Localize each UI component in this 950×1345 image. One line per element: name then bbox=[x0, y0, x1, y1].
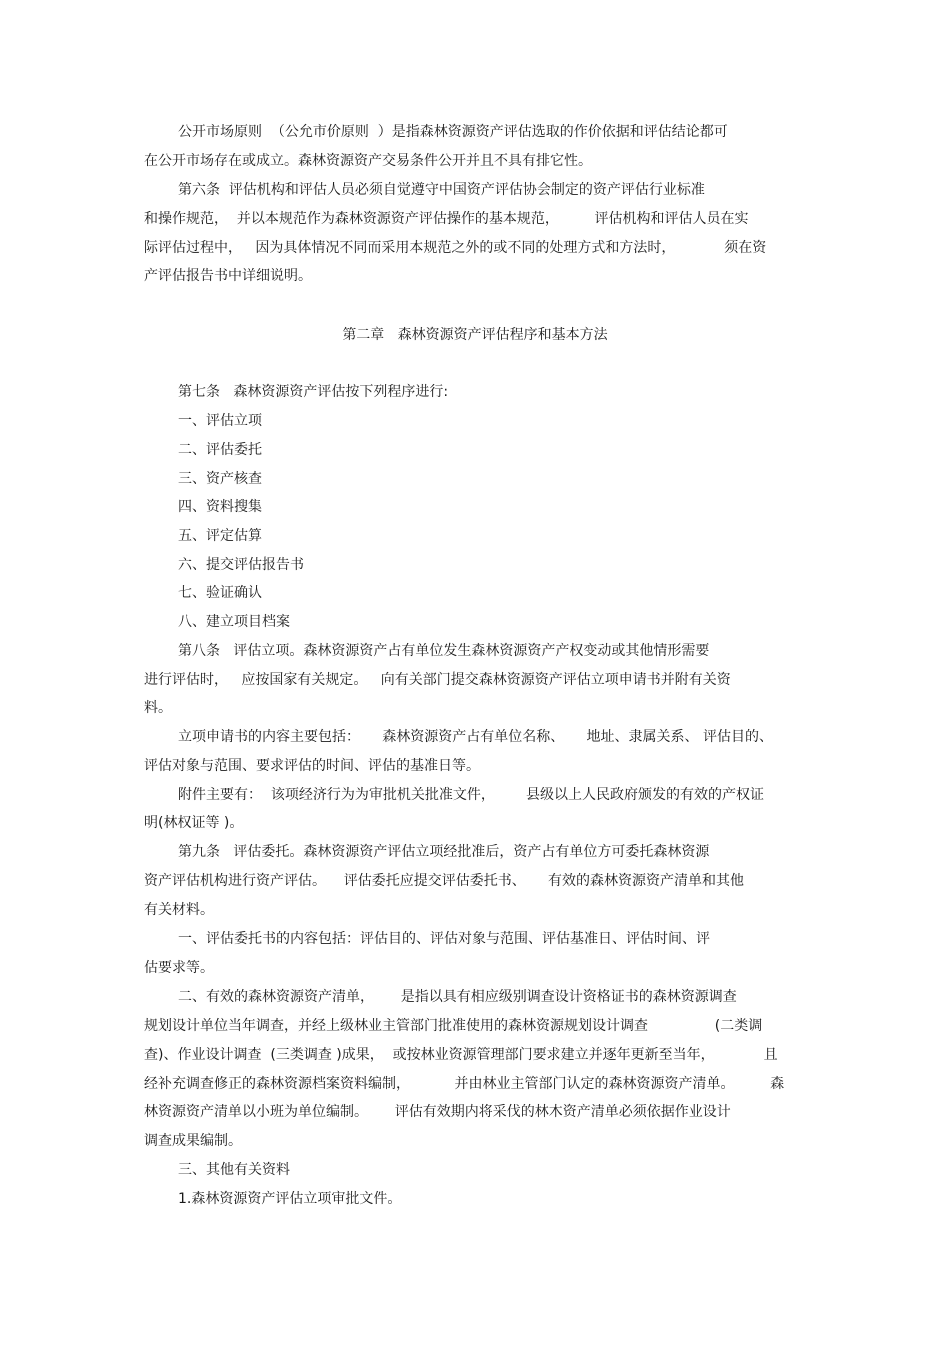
paragraph-line: 一、评估委托书的内容包括：评估目的、评估对象与范围、评估基准日、评估时间、评 bbox=[178, 931, 710, 947]
list-item: 一、评估立项 bbox=[178, 413, 262, 429]
chapter-heading: 第二章 森林资源资产评估程序和基本方法 bbox=[342, 327, 608, 343]
paragraph-line: 进行评估时， 应按国家有关规定。 向有关部门提交森林资源资产评估立项申请书并附有关资 bbox=[144, 672, 731, 688]
paragraph-line: 立项申请书的内容主要包括： 森林资源资产占有单位名称、 地址、隶属关系、 评估目的、 bbox=[178, 729, 773, 745]
list-item: 六、提交评估报告书 bbox=[178, 557, 304, 573]
list-item: 三、资产核查 bbox=[178, 471, 262, 487]
article-6-line: 第六条 评估机构和评估人员必须自觉遵守中国资产评估协会制定的资产评估行业标准 bbox=[178, 182, 705, 198]
paragraph-line: 在公开市场存在或成立。森林资源资产交易条件公开并且不具有排它性。 bbox=[144, 153, 592, 169]
paragraph-line: 料。 bbox=[144, 700, 172, 716]
paragraph-line: 产评估报告书中详细说明。 bbox=[144, 268, 312, 284]
paragraph-line: 附件主要有： 该项经济行为为审批机关批准文件， 县级以上人民政府颁发的有效的产权证 bbox=[178, 787, 765, 803]
list-item: 三、其他有关资料 bbox=[178, 1162, 290, 1178]
paragraph-line: 二、有效的森林资源资产清单， 是指以具有相应级别调查设计资格证书的森林资源调查 bbox=[178, 989, 737, 1005]
paragraph-line: 和操作规范， 并以本规范作为森林资源资产评估操作的基本规范， 评估机构和评估人员在实 bbox=[144, 211, 749, 227]
paragraph-line: 公开市场原则 （公允市价原则 ）是指森林资源资产评估选取的作价依据和评估结论都可 bbox=[178, 124, 728, 140]
list-item: 八、建立项目档案 bbox=[178, 614, 290, 630]
paragraph-line: 调查成果编制。 bbox=[144, 1133, 242, 1149]
list-item: 1.森林资源资产评估立项审批文件。 bbox=[178, 1191, 402, 1207]
list-item: 四、资料搜集 bbox=[178, 499, 262, 515]
article-8-line: 第八条 评估立项。森林资源资产占有单位发生森林资源资产产权变动或其他情形需要 bbox=[178, 643, 710, 659]
article-7-line: 第七条 森林资源资产评估按下列程序进行: bbox=[178, 384, 449, 400]
paragraph-line: 资产评估机构进行资产评估。 评估委托应提交评估委托书、 有效的森林资源资产清单和其他 bbox=[144, 873, 745, 889]
list-item: 二、评估委托 bbox=[178, 442, 262, 458]
paragraph-line: 明(林权证等 )。 bbox=[144, 815, 244, 831]
list-item: 五、评定估算 bbox=[178, 528, 262, 544]
list-item: 七、验证确认 bbox=[178, 585, 262, 601]
article-9-line: 第九条 评估委托。森林资源资产评估立项经批准后，资产占有单位方可委托森林资源 bbox=[178, 844, 710, 860]
paragraph-line: 林资源资产清单以小班为单位编制。 评估有效期内将采伐的林木资产清单必须依据作业设计 bbox=[144, 1104, 731, 1120]
paragraph-line: 有关材料。 bbox=[144, 902, 214, 918]
paragraph-line: 评估对象与范围、要求评估的时间、评估的基准日等。 bbox=[144, 758, 480, 774]
paragraph-line: 估要求等。 bbox=[144, 960, 214, 976]
paragraph-line: 际评估过程中， 因为具体情况不同而采用本规范之外的或不同的处理方式和方法时， 须在资 bbox=[144, 240, 767, 256]
paragraph-line: 规划设计单位当年调查，并经上级林业主管部门批准使用的森林资源规划设计调查 (二类调 bbox=[144, 1018, 763, 1034]
paragraph-line: 查)、作业设计调查 (三类调查 )成果， 或按林业资源管理部门要求建立并逐年更新至当年， 且 bbox=[144, 1047, 778, 1063]
paragraph-line: 经补充调查修正的森林资源档案资料编制， 并由林业主管部门认定的森林资源资产清单。 森 bbox=[144, 1076, 785, 1092]
